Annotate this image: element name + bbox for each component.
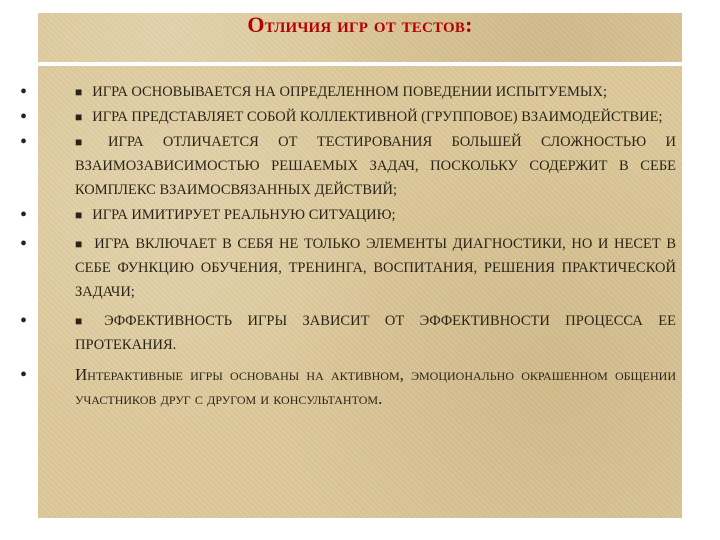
list-item-text: Интерактивные игры основаны на активном, эмоционально окрашенном общении участников друг с другом и консультантом. — [75, 365, 676, 408]
list-item — [20, 130, 676, 202]
list-item — [20, 232, 676, 304]
bullet-icon: • — [20, 106, 28, 128]
bullet-icon: • — [20, 204, 28, 226]
bullet-icon: • — [20, 364, 28, 386]
square-marker-icon: ■ — [75, 314, 95, 328]
square-marker-icon: ■ — [75, 208, 83, 222]
list-item-text: ИГРА ПРЕДСТАВЛЯЕТ СОБОЙ КОЛЛЕКТИВНОЙ (ГРУППОВОЕ) ВЗАИМОДЕЙСТВИЕ; — [92, 109, 663, 125]
list-item-text: ИГРА ИМИТИРУЕТ РЕАЛЬНУЮ СИТУАЦИЮ; — [92, 207, 396, 223]
bullet-icon: • — [20, 131, 28, 153]
square-marker-icon: ■ — [75, 135, 99, 149]
list-item — [20, 203, 676, 227]
slide-title: Отличия игр от тестов: — [247, 12, 473, 37]
list-item — [20, 363, 676, 411]
bullet-icon: • — [20, 233, 28, 255]
list-item-text: ЭФФЕКТИВНОСТЬ ИГРЫ ЗАВИСИТ ОТ ЭФФЕКТИВНОСТИ ПРОЦЕССА ЕЕ ПРОТЕКАНИЯ. — [75, 313, 676, 353]
list-item-text: ИГРА ВКЛЮЧАЕТ В СЕБЯ НЕ ТОЛЬКО ЭЛЕМЕНТЫ ДИАГНОСТИКИ, НО И НЕСЕТ В СЕБЕ ФУНКЦИЮ ОБУЧЕНИЯ, ТРЕНИНГА, ВОСПИТАНИЯ, РЕШЕНИЯ ПРАКТИЧЕСКОЙ ЗАДАЧИ; — [75, 236, 676, 300]
square-marker-icon: ■ — [75, 85, 83, 99]
list-item-text: ИГРА ОСНОВЫВАЕТСЯ НА ОПРЕДЕЛЕННОМ ПОВЕДЕНИИ ИСПЫТУЕМЫХ; — [92, 84, 608, 100]
bullet-list — [20, 80, 676, 411]
square-marker-icon: ■ — [75, 237, 85, 251]
list-item — [20, 105, 676, 129]
list-item — [20, 309, 676, 357]
bullet-icon: • — [20, 81, 28, 103]
square-marker-icon: ■ — [75, 110, 83, 124]
list-item — [20, 80, 676, 104]
bullet-icon: • — [20, 310, 28, 332]
list-item-text: ИГРА ОТЛИЧАЕТСЯ ОТ ТЕСТИРОВАНИЯ БОЛЬШЕЙ СЛОЖНОСТЬЮ И ВЗАИМОЗАВИСИМОСТЬЮ РЕШАЕМЫХ ЗАДАЧ, ПОСКОЛЬКУ СОДЕРЖИТ В СЕБЕ КОМПЛЕКС ВЗАИМОСВЯЗАННЫХ ДЕЙСТВИЙ; — [75, 134, 676, 198]
